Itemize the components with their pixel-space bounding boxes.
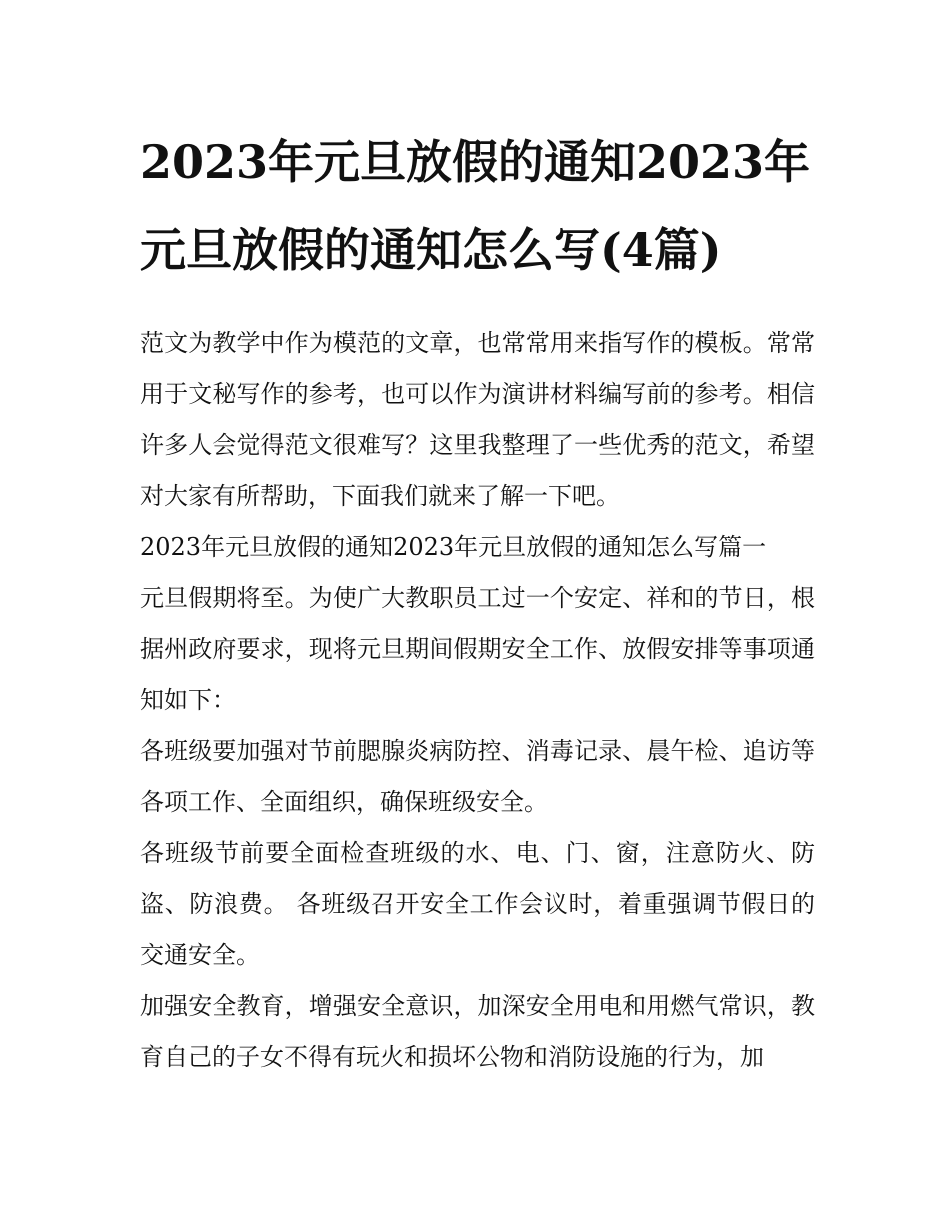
class-inspection-paragraph: 各班级节前要全面检查班级的水、电、门、窗，注意防火、防盗、防浪费。 各班级召开安全工作会议时，着重强调节假日的交通安全。 <box>140 839 815 969</box>
class-prevention-paragraph: 各班级要加强对节前腮腺炎病防控、消毒记录、晨午检、追访等各项工作、全面组织，确保班级安全。 <box>140 737 815 816</box>
intro-paragraph: 范文为教学中作为模范的文章，也常常用来指写作的模板。常常用于文秘写作的参考，也可以作为演讲材料编写前的参考。相信许多人会觉得范文很难写？这里我整理了一些优秀的范文，希望对大家有所帮助，下面我们就来了解一下吧。 <box>140 329 815 510</box>
document-body <box>140 318 815 1083</box>
section-heading-paragraph: 2023年元旦放假的通知2023年元旦放假的通知怎么写篇一 <box>140 533 767 561</box>
document-content <box>140 118 815 1083</box>
notice-intro-paragraph: 元旦假期将至。为使广大教职员工过一个安定、祥和的节日，根据州政府要求，现将元旦期间假期安全工作、放假安排等事项通知如下： <box>140 584 815 714</box>
document-title: 2023年元旦放假的通知2023年元旦放假的通知怎么写(4篇) <box>140 135 811 277</box>
safety-education-paragraph: 加强安全教育，增强安全意识，加深安全用电和用燃气常识，教育自己的子女不得有玩火和损坏公物和消防设施的行为，加 <box>140 992 815 1071</box>
